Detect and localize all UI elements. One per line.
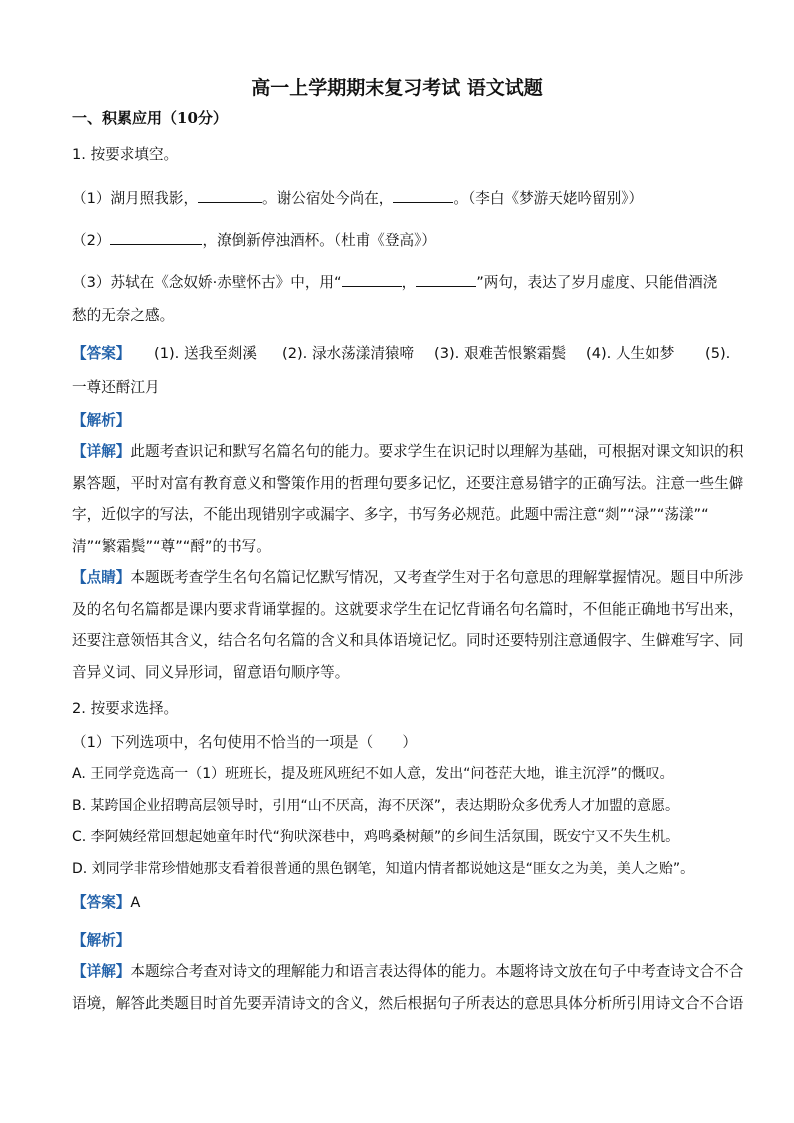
q1-part3-text-b: ， [401,274,417,291]
q1-part3-text-a: （3）苏轼在《念奴娇·赤壁怀古》中，用“ [72,274,342,291]
q2-answer: A [130,894,141,911]
answer-item: (5). [705,345,731,362]
q1-point-line [72,568,744,588]
q1-point-text: 音异义词、同义异形词，留意语句顺序等。 [72,664,350,681]
q1-part3-cont: 愁的无奈之感。 [72,307,175,324]
detail-tag: 【详解】 [72,963,131,980]
q1-part2-text-a: （2） [72,232,111,249]
q1-detail-text: 此题考查识记和默写名篇名句的能力。要求学生在识记时以理解为基础，可根据对课文知识的积 [130,443,744,460]
fill-blank[interactable] [416,271,476,287]
option-d: D. 刘同学非常珍惜她那支看着很普通的黑色钢笔，知道内情者都说她这是“匪女之为美，美人之贻”。 [72,861,695,877]
q1-part1-text-a: （1）湖月照我影， [72,190,199,207]
q2-sub1: （1）下列选项中，名句使用不恰当的一项是（ ） [72,734,417,751]
answer-item: (2). 渌水荡漾清猿啼 [282,345,415,362]
analysis-tag: 【解析】 [72,412,131,429]
q1-part3 [72,271,728,293]
q1-detail-text: 清”“繁霜鬓”“尊”“酹”的书写。 [72,538,271,555]
point-tag: 【点睛】 [72,569,131,586]
analysis-tag: 【解析】 [72,932,131,949]
answer-tag: 【答案】 [72,345,131,362]
q2-stem: 2. 按要求选择。 [72,700,179,717]
q1-point-text: 及的名句名篇都是课内要求背诵掌握的。这就要求学生在记忆背诵名句名篇时，不但能正确地书写出来， [72,601,744,618]
q1-part3-text-c: ”两句，表达了岁月虚度、只能借酒浇 [476,274,718,291]
fill-blank[interactable] [198,187,262,203]
q2-detail-line [72,962,744,982]
q2-detail-text: 语境，解答此类题目时首先要弄清诗文的含义，然后根据句子所表达的意思具体分析所引用诗文合不合语 [72,995,744,1012]
option-a: A. 王同学竞选高一（1）班班长，提及班风班纪不如人意，发出“问苍茫大地，谁主沉浮”的慨叹。 [72,766,674,782]
q1-stem: 1. 按要求填空。 [72,146,179,163]
detail-tag: 【详解】 [72,443,131,460]
q1-part1 [72,187,728,209]
q1-detail-line [72,442,744,462]
q1-part2-text-b: ，潦倒新停浊酒杯。（杜甫《登高》） [202,232,436,249]
q1-part1-text-c: 。（李白《梦游天姥吟留别》） [453,190,644,207]
section-heading: 一、积累应用（10分） [72,109,228,127]
q2-detail-text: 本题综合考查对诗文的理解能力和语言表达得体的能力。本题将诗文放在句子中考查诗文合不合 [130,963,744,980]
q2-answer-line [72,893,728,913]
option-c: C. 李阿姨经常回想起她童年时代“狗吠深巷中，鸡鸣桑树颠”的乡间生活氛围，既安宁又不失生机。 [72,829,680,845]
fill-blank[interactable] [110,229,202,245]
q1-answer-cont: 一尊还酹江月 [72,379,160,396]
fill-blank[interactable] [342,271,402,287]
q1-detail-text: 累答题，平时对富有教育意义和警策作用的哲理句要多记忆，还要注意易错字的正确写法。注意一些生僻 [72,475,744,492]
fill-blank[interactable] [393,187,453,203]
q1-detail-text: 字，近似字的写法，不能出现错别字或漏字、多字，书写务必规范。此题中需注意“剡”“渌”“荡漾”“ [72,506,709,523]
q1-part2 [72,229,728,251]
q1-point-text: 本题既考查学生名句名篇记忆默写情况，又考查学生对于名句意思的理解掌握情况。题目中所涉 [130,569,744,586]
option-b: B. 某跨国企业招聘高层领导时，引用“山不厌高，海不厌深”，表达期盼众多优秀人才加盟的意愿。 [72,798,680,814]
answer-tag: 【答案】 [72,894,131,911]
answer-item: (1). 送我至剡溪 [154,345,257,362]
q1-answer-line [72,344,731,364]
answer-item: (3). 艰难苦恨繁霜鬓 [434,345,567,362]
q1-point-text: 还要注意领悟其含义，结合名句名篇的含义和具体语境记忆。同时还要特别注意通假字、生僻难写字、同 [72,632,744,649]
page-title: 高一上学期期末复习考试 语文试题 [251,77,543,99]
q1-part1-text-b: 。谢公宿处今尚在， [262,190,394,207]
answer-item: (4). 人生如梦 [586,345,675,362]
